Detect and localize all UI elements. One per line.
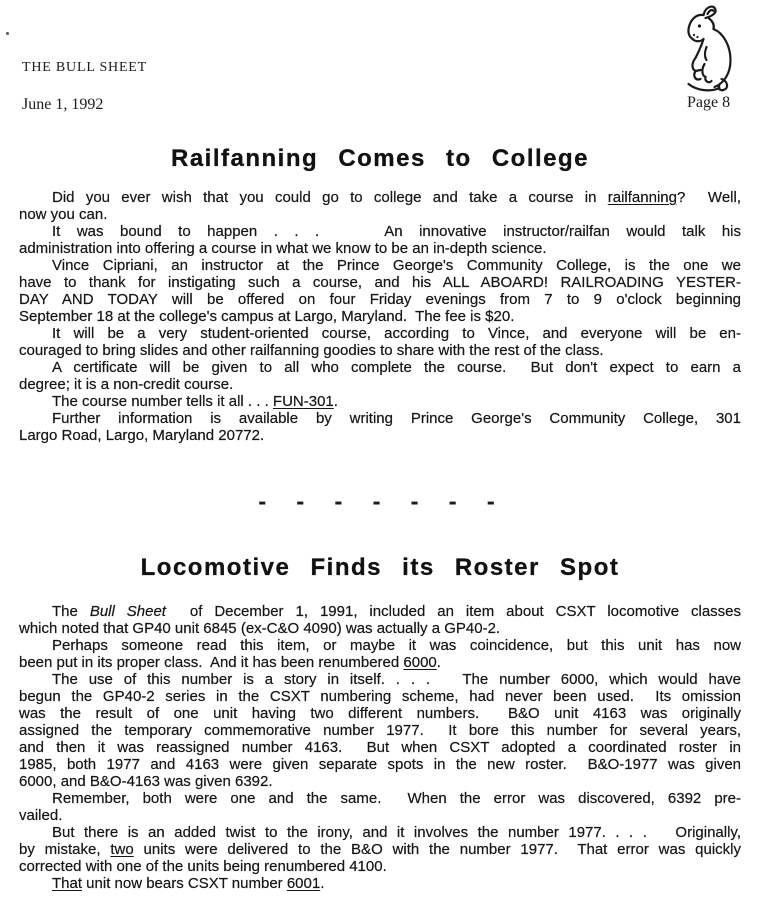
text-run: A certificate will be given to all who complete the course. But don't expect to earn a bbox=[52, 359, 741, 376]
article-line bbox=[19, 410, 741, 427]
underlined-text: FUN-301 bbox=[272, 393, 334, 410]
article-line bbox=[19, 722, 741, 739]
article-line bbox=[19, 240, 741, 257]
text-run: have to thank for instigating such a course, and his ALL ABOARD! RAILROADING YESTER- bbox=[19, 274, 741, 291]
text-run: and then it was reassigned number 4163. But when CSXT adopted a coordinated roster in bbox=[19, 739, 741, 756]
article-2-title: Locomotive Finds its Roster Spot bbox=[140, 554, 620, 581]
article-line bbox=[19, 620, 741, 637]
text-run: of December 1, 1991, included an item about CSXT locomotive classes bbox=[165, 603, 742, 620]
article-line bbox=[19, 325, 741, 342]
issue-date: June 1, 1992 bbox=[22, 96, 104, 113]
article-line bbox=[19, 189, 741, 206]
page-number: Page 8 bbox=[687, 94, 731, 111]
text-run: It will be a very student-oriented course, according to Vince, and everyone will be en- bbox=[52, 325, 741, 342]
text-run: couraged to bring slides and other railfanning goodies to share with the rest of the class. bbox=[19, 342, 604, 359]
text-run: . bbox=[333, 393, 338, 410]
article-line bbox=[19, 688, 741, 705]
text-run: vailed. bbox=[19, 807, 63, 824]
text-run: administration into offering a course in what we know to be an in-depth science. bbox=[19, 240, 547, 257]
text-run: Did you ever wish that you could go to college and take a course in bbox=[52, 189, 608, 206]
italic-text: Bull Sheet bbox=[89, 603, 166, 620]
section-divider: - - - - - - - bbox=[256, 490, 504, 514]
article-line bbox=[19, 291, 741, 308]
text-run: September 18 at the college's campus at Largo, Maryland. The fee is $20. bbox=[19, 308, 515, 325]
text-run: 1985, both 1977 and 4163 were given separate spots in the new roster. B&O-1977 was given bbox=[19, 756, 741, 773]
article-line bbox=[19, 223, 741, 240]
article-line bbox=[19, 257, 741, 274]
text-run: which noted that GP40 unit 6845 (ex-C&O 4090) was actually a GP40-2. bbox=[19, 620, 501, 637]
text-run: The course number tells it all . . . bbox=[52, 393, 273, 410]
text-run: corrected with one of the units being renumbered 4100. bbox=[19, 858, 387, 875]
underlined-text: 6001 bbox=[286, 875, 321, 892]
underlined-text: 6000 bbox=[403, 654, 437, 671]
text-run: . bbox=[436, 654, 441, 671]
article-line bbox=[19, 790, 741, 807]
sitting-bull-icon bbox=[650, 2, 746, 94]
article-line bbox=[19, 739, 741, 756]
article-line bbox=[19, 705, 741, 722]
text-run: The use of this number is a story in itself. . . . The number 6000, which would have bbox=[52, 671, 741, 688]
article-line bbox=[19, 376, 741, 393]
text-run: 6000, and B&O-4163 was given 6392. bbox=[19, 773, 273, 790]
article-line bbox=[19, 393, 741, 410]
text-run: assigned the temporary commemorative number 1977. It bore this number for several years, bbox=[19, 722, 741, 739]
text-run: Perhaps someone read this item, or maybe it was coincidence, but this unit has now bbox=[52, 637, 741, 654]
article-line bbox=[19, 807, 741, 824]
text-run: begun the GP40-2 series in the CSXT numbering scheme, had never been used. Its omission bbox=[19, 688, 741, 705]
article-line bbox=[19, 671, 741, 688]
article-line bbox=[19, 875, 741, 892]
article-line bbox=[19, 858, 741, 875]
underlined-text: railfanning bbox=[607, 189, 677, 206]
article-line bbox=[19, 274, 741, 291]
newsletter-title: THE BULL SHEET bbox=[22, 60, 147, 75]
text-run: DAY AND TODAY will be offered on four Friday evenings from 7 to 9 o'clock beginning bbox=[19, 291, 741, 308]
article-line bbox=[19, 773, 741, 790]
underlined-text: That bbox=[52, 875, 83, 892]
article-line bbox=[19, 637, 741, 654]
text-run: Remember, both were one and the same. When the error was discovered, 6392 pre- bbox=[52, 790, 741, 807]
bull-mascot-illustration bbox=[650, 2, 746, 94]
text-run: now you can. bbox=[19, 206, 108, 223]
article-line bbox=[19, 427, 741, 444]
text-run: ? Well, bbox=[676, 189, 741, 206]
article-line bbox=[19, 206, 741, 223]
text-run: units were delivered to the B&O with the number 1977. That error was quickly bbox=[133, 841, 741, 858]
article-line bbox=[19, 654, 741, 671]
text-run: was the result of one unit having two different numbers. B&O unit 4163 was originally bbox=[19, 705, 741, 722]
text-run: degree; it is a non-credit course. bbox=[19, 376, 234, 393]
article-2-body bbox=[19, 603, 741, 892]
article-line bbox=[19, 603, 741, 620]
text-run: Vince Cipriani, an instructor at the Prince George's Community College, is the one we bbox=[52, 257, 741, 274]
text-run: . bbox=[320, 875, 325, 892]
text-run: Further information is available by writing Prince George's Community College, 301 bbox=[52, 410, 741, 427]
underlined-text: two bbox=[110, 841, 134, 858]
article-line bbox=[19, 824, 741, 841]
scan-speck bbox=[6, 32, 9, 35]
article-line bbox=[19, 308, 741, 325]
article-line bbox=[19, 841, 741, 858]
article-1-title: Railfanning Comes to College bbox=[170, 145, 590, 172]
text-run: been put in its proper class. And it has been renumbered bbox=[19, 654, 404, 671]
article-line bbox=[19, 756, 741, 773]
text-run: But there is an added twist to the irony, and it involves the number 1977. . . . Originally, bbox=[52, 824, 741, 841]
article-line bbox=[19, 342, 741, 359]
text-run: It was bound to happen . . . An innovative instructor/railfan would talk his bbox=[52, 223, 741, 240]
text-run: unit now bears CSXT number bbox=[82, 875, 287, 892]
text-run: Largo Road, Largo, Maryland 20772. bbox=[19, 427, 265, 444]
text-run: The bbox=[52, 603, 90, 620]
article-line bbox=[19, 359, 741, 376]
article-1-body bbox=[19, 189, 741, 444]
text-run: by mistake, bbox=[19, 841, 111, 858]
